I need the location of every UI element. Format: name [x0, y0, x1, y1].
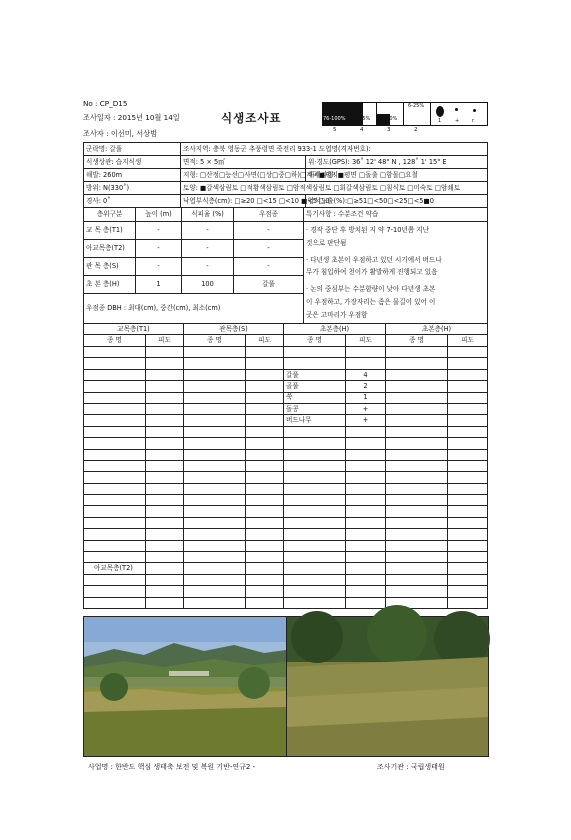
group-header-herb-2: 초본층(H) — [386, 324, 488, 335]
species-row — [84, 563, 488, 574]
note-line: 것으로 판단됨 — [306, 238, 347, 247]
layer-dominant: 갈풀 — [234, 276, 304, 294]
species-cover-cell — [448, 347, 488, 358]
species-name-cell — [284, 552, 346, 563]
species-cover-cell — [346, 449, 386, 460]
layer-table — [83, 207, 488, 324]
species-cover-cell — [448, 392, 488, 403]
species-cover-cell — [448, 529, 488, 540]
species-name-cell — [84, 426, 146, 437]
species-cover-cell — [448, 540, 488, 551]
species-name-cell — [386, 347, 448, 358]
species-cover-cell — [246, 403, 284, 414]
species-cover-cell — [246, 426, 284, 437]
species-name-cell — [386, 381, 448, 392]
species-cover-cell — [346, 586, 386, 597]
species-name-cell — [84, 381, 146, 392]
cover-num-1: 1 — [438, 118, 442, 124]
species-cover-cell — [146, 540, 184, 551]
species-name-cell — [386, 483, 448, 494]
slope: 경사: 0˚ — [84, 195, 181, 208]
species-cover-cell — [346, 540, 386, 551]
species-cover-cell — [246, 495, 284, 506]
species-cover-cell — [346, 552, 386, 563]
species-row — [84, 460, 488, 471]
species-cover-cell — [146, 586, 184, 597]
note-line: · 경작 중단 후 방치된 지 약 7-10년쯤 지난 — [306, 226, 430, 234]
species-cover-cell: + — [346, 415, 386, 426]
soil-type: 토양: ■갈색삼림토 □적황색삼림토 □암적색삼림토 □회갈색삼림토 □침식토 □미숙토 □암쇄토 — [181, 182, 488, 195]
species-name-cell — [184, 529, 246, 540]
layer-cover: - — [182, 222, 234, 240]
species-name-cell — [284, 563, 346, 574]
species-name-cell — [386, 574, 448, 585]
note-line: 이 우점하고, 가장자리는 좀은 물길이 있어 이 — [306, 297, 436, 306]
species-row — [84, 472, 488, 483]
species-cover-cell — [146, 574, 184, 585]
species-name-cell — [284, 483, 346, 494]
species-cover-cell — [448, 574, 488, 585]
species-name-cell — [184, 483, 246, 494]
species-row — [84, 347, 488, 358]
species-cover-cell — [146, 415, 184, 426]
species-name-cell — [84, 586, 146, 597]
species-cover-cell — [246, 552, 284, 563]
cover-label-2: 6-25% — [408, 103, 425, 109]
species-name-cell — [386, 403, 448, 414]
species-name-cell — [284, 529, 346, 540]
species-row — [84, 574, 488, 585]
species-row — [84, 495, 488, 506]
species-cover-cell — [346, 483, 386, 494]
species-name-cell — [184, 552, 246, 563]
species-cover-cell — [448, 472, 488, 483]
species-name-cell — [284, 495, 346, 506]
aspect: 방위: N(330˚) — [84, 182, 181, 195]
cover-box-3 — [376, 102, 404, 126]
species-cover-cell — [246, 586, 284, 597]
layer-dominant: - — [234, 222, 304, 240]
species-row — [84, 438, 488, 449]
layer-height: - — [136, 240, 182, 258]
species-name-cell — [284, 517, 346, 528]
species-name-cell — [84, 495, 146, 506]
species-cover-cell — [346, 460, 386, 471]
species-cover-cell — [448, 438, 488, 449]
species-cover-cell — [146, 358, 184, 369]
species-cover-cell — [246, 517, 284, 528]
terrain: 지형: □산정□능선□사면(□상□중□하)□계곡■평지 — [181, 169, 306, 182]
species-cover-cell — [146, 563, 184, 574]
cover-dot-icon — [473, 109, 476, 112]
species-cover-cell — [146, 426, 184, 437]
cover-num-3: 3 — [387, 127, 391, 133]
surveyor: 조사자 : 이선미, 서상범 — [83, 129, 158, 138]
species-name-cell — [184, 597, 246, 608]
species-table — [83, 323, 488, 609]
species-name-cell — [84, 403, 146, 414]
cover-label-3: 26-50% — [378, 116, 398, 122]
cover-num-plus: + — [455, 118, 460, 124]
layer-height: - — [136, 258, 182, 276]
note-line: · 다년생 초본이 우점하고 있던 시기에서 버드나 — [306, 255, 442, 264]
species-cover-cell — [146, 460, 184, 471]
species-name-cell — [184, 426, 246, 437]
species-name-cell — [284, 449, 346, 460]
cover-box-4 — [349, 102, 377, 126]
species-row — [84, 529, 488, 540]
species-cover-cell — [146, 529, 184, 540]
species-cover-cell — [246, 483, 284, 494]
species-row — [84, 449, 488, 460]
species-name-cell — [184, 392, 246, 403]
species-name-cell — [386, 506, 448, 517]
cover-box-5 — [322, 102, 350, 126]
site-info-table — [83, 142, 488, 208]
species-cover-cell: 2 — [346, 381, 386, 392]
species-cover-cell — [146, 506, 184, 517]
species-cover-cell — [448, 597, 488, 608]
survey-date: 조사일자 : 2015년 10월 14일 — [83, 113, 180, 122]
layer-cover: 100 — [182, 276, 234, 294]
cover-degree-header: 피도 — [146, 335, 184, 347]
species-cover-cell — [246, 563, 284, 574]
height-header: 높이 (m) — [136, 208, 182, 222]
species-name-cell: 갈풀 — [284, 369, 346, 380]
species-cover-cell — [246, 392, 284, 403]
species-name-cell — [386, 449, 448, 460]
species-name-cell — [284, 358, 346, 369]
micro-terrain: 미세지형: ■평면 □돌출 □함몰□요철 — [306, 169, 488, 182]
layer-cover: - — [182, 258, 234, 276]
species-name-cell: 버드나무 — [284, 415, 346, 426]
rock-exposure: 암석노출(%):□≥51□<50□<25□<5■0 — [306, 195, 488, 208]
species-name-cell — [284, 426, 346, 437]
species-name-cell — [184, 438, 246, 449]
species-cover-cell — [346, 438, 386, 449]
cover-num-2: 2 — [414, 127, 418, 133]
layer-dominant: - — [234, 240, 304, 258]
species-name-cell — [284, 574, 346, 585]
species-name-cell — [284, 347, 346, 358]
species-row — [84, 506, 488, 517]
vegetation-phase: 식생상관: 습지식생 — [84, 156, 181, 169]
species-cover-cell — [146, 517, 184, 528]
project-name: 사업명 : 한반도 핵심 생태축 보전 및 복원 기반-연규2 - — [88, 763, 256, 771]
litter-layer: 낙엽부식층(cm): □≥20 □<15 □<10 ■<5 □0 — [181, 195, 306, 208]
species-cover-cell — [146, 472, 184, 483]
species-cover-cell — [246, 369, 284, 380]
species-name-cell — [184, 495, 246, 506]
species-name-cell — [184, 358, 246, 369]
layer-header: 층위구분 — [84, 208, 136, 222]
species-row — [84, 358, 488, 369]
species-name-cell — [184, 415, 246, 426]
dominant-header: 우점종 — [234, 208, 304, 222]
species-name-cell — [184, 563, 246, 574]
species-cover-cell — [146, 438, 184, 449]
cover-degree-header: 피도 — [346, 335, 386, 347]
species-cover-cell — [246, 574, 284, 585]
site-photo-closeup — [286, 616, 489, 757]
cover-header: 식피율 (%) — [182, 208, 234, 222]
layer-name: 초 본 층(H) — [84, 276, 136, 294]
species-name-cell — [386, 529, 448, 540]
species-cover-cell — [346, 472, 386, 483]
species-cover-cell — [346, 563, 386, 574]
species-name-header: 종 명 — [84, 335, 146, 347]
species-name-cell — [284, 460, 346, 471]
species-name-cell — [386, 552, 448, 563]
species-cover-cell — [346, 506, 386, 517]
species-name-cell — [184, 369, 246, 380]
species-cover-cell — [448, 358, 488, 369]
layer-name: 관 목 층(S) — [84, 258, 136, 276]
species-name-cell — [386, 472, 448, 483]
species-cover-cell — [346, 597, 386, 608]
species-name-cell — [84, 540, 146, 551]
species-name-cell — [284, 597, 346, 608]
species-name-cell — [386, 438, 448, 449]
page-title: 식생조사표 — [221, 111, 282, 125]
species-row — [84, 597, 488, 608]
species-row — [84, 483, 488, 494]
species-name-cell — [184, 472, 246, 483]
species-name-cell — [284, 438, 346, 449]
species-row — [84, 426, 488, 437]
species-cover-cell — [448, 460, 488, 471]
landscape-photo-image — [84, 617, 286, 756]
species-name-cell — [84, 358, 146, 369]
species-name-cell — [184, 517, 246, 528]
species-cover-cell — [146, 552, 184, 563]
species-row — [84, 415, 488, 426]
cover-degree-header: 피도 — [448, 335, 488, 347]
species-cover-cell — [246, 358, 284, 369]
cover-num-r: r — [472, 118, 475, 124]
species-cover-cell — [448, 495, 488, 506]
species-name-cell — [386, 460, 448, 471]
layer-height: - — [136, 222, 182, 240]
species-cover-cell: + — [346, 403, 386, 414]
species-cover-cell — [448, 563, 488, 574]
species-name-cell — [84, 460, 146, 471]
species-name-cell — [284, 472, 346, 483]
species-cover-cell — [246, 347, 284, 358]
gps-coordinates: 위·경도(GPS): 36˚ 12' 48" N , 128˚ 1' 15" E — [306, 156, 488, 169]
species-cover-cell — [448, 552, 488, 563]
species-cover-cell — [448, 506, 488, 517]
altitude: 해발: 260m — [84, 169, 181, 182]
species-name-cell — [84, 347, 146, 358]
species-name-cell: 골풀 — [284, 381, 346, 392]
species-cover-cell — [246, 415, 284, 426]
site-photo-landscape — [83, 616, 287, 757]
group-header-tree: 교목층(T1) — [84, 324, 184, 335]
species-name-cell — [84, 506, 146, 517]
species-name-cell — [386, 392, 448, 403]
species-cover-cell: 4 — [346, 369, 386, 380]
plot-area: 면적: 5 × 5㎡ — [181, 156, 306, 169]
species-name-cell: 돌콩 — [284, 403, 346, 414]
layer-cover: - — [182, 240, 234, 258]
species-cover-cell — [346, 517, 386, 528]
cover-num-5: 5 — [333, 127, 337, 133]
species-name-header: 종 명 — [184, 335, 246, 347]
species-name-cell — [386, 369, 448, 380]
species-cover-cell — [448, 415, 488, 426]
cover-label-5: 76-100% — [323, 116, 346, 122]
species-cover-cell — [448, 517, 488, 528]
species-name-cell — [84, 472, 146, 483]
species-name-cell — [184, 460, 246, 471]
species-cover-cell — [246, 438, 284, 449]
group-header-shrub: 관목층(S) — [184, 324, 284, 335]
species-name-cell — [386, 563, 448, 574]
species-name-cell — [184, 403, 246, 414]
species-row — [84, 517, 488, 528]
species-cover-cell — [246, 381, 284, 392]
species-name-cell — [84, 369, 146, 380]
species-cover-cell — [246, 540, 284, 551]
note-line: 곳은 고마리가 우점함 — [306, 310, 368, 319]
cover-degree-header: 피도 — [246, 335, 284, 347]
species-cover-cell — [346, 495, 386, 506]
species-row — [84, 403, 488, 414]
species-name-cell — [284, 506, 346, 517]
species-name-cell — [184, 574, 246, 585]
species-cover-cell — [146, 495, 184, 506]
cover-dots-icon — [455, 108, 458, 111]
species-cover-cell — [246, 460, 284, 471]
community-name: 군락명: 갈풀 — [84, 143, 181, 156]
species-cover-cell — [146, 597, 184, 608]
species-cover-cell — [146, 449, 184, 460]
survey-location: 조사지역: 충북 영동군 추풍령면 죽전리 933-1 도엽명(격자번호): — [181, 143, 488, 156]
species-name-cell — [386, 540, 448, 551]
species-cover-cell — [346, 529, 386, 540]
species-name-cell — [184, 506, 246, 517]
survey-number: No : CP_D15 — [83, 99, 128, 108]
layer-name: 아교목층(T2) — [84, 240, 136, 258]
species-cover-cell — [448, 483, 488, 494]
species-cover-cell — [246, 449, 284, 460]
species-name-cell — [284, 540, 346, 551]
species-cover-cell — [146, 369, 184, 380]
species-cover-cell — [146, 347, 184, 358]
species-cover-cell — [146, 483, 184, 494]
species-cover-cell — [448, 426, 488, 437]
cover-num-4: 4 — [360, 127, 364, 133]
note-line: · 논의 중심부는 수분함량이 낮아 다년생 초본 — [306, 285, 436, 294]
species-cover-cell — [146, 392, 184, 403]
species-cover-cell — [146, 381, 184, 392]
species-name-cell — [84, 415, 146, 426]
group-header-herb: 초본층(H) — [284, 324, 386, 335]
survey-agency: 조사기관 : 국립생태원 — [377, 763, 445, 771]
species-row — [84, 392, 488, 403]
species-cover-cell — [448, 403, 488, 414]
species-cover-cell — [246, 597, 284, 608]
species-row — [84, 540, 488, 551]
species-cover-cell: 1 — [346, 392, 386, 403]
species-name-cell — [284, 586, 346, 597]
species-row — [84, 369, 488, 380]
species-cover-cell — [246, 472, 284, 483]
species-name-cell — [84, 449, 146, 460]
species-name-cell — [84, 574, 146, 585]
species-name-cell — [84, 529, 146, 540]
dbh-row: 우점종 DBH : 최대(cm), 중간(cm), 최소(cm) — [84, 294, 304, 324]
layer-dominant: - — [234, 258, 304, 276]
species-name-cell — [386, 358, 448, 369]
species-name-cell — [184, 586, 246, 597]
closeup-photo-image — [287, 617, 488, 756]
special-notes-header: 특기사항 : 수분조건 약습 — [304, 208, 488, 222]
species-name-cell — [184, 381, 246, 392]
note-line: 무가 침입하여 천이가 활발하게 진행되고 있음 — [306, 268, 438, 277]
special-notes — [304, 222, 488, 324]
species-name-cell — [84, 392, 146, 403]
species-cover-cell — [448, 586, 488, 597]
species-cover-cell — [448, 449, 488, 460]
species-name-cell — [386, 517, 448, 528]
species-name-cell — [386, 426, 448, 437]
species-name-cell — [184, 449, 246, 460]
subcanopy-label: 아교목층(T2) — [84, 563, 146, 574]
species-cover-cell — [246, 506, 284, 517]
species-name-cell — [184, 347, 246, 358]
species-cover-cell — [346, 347, 386, 358]
species-row — [84, 381, 488, 392]
cover-legend — [322, 102, 492, 136]
species-name-cell — [84, 483, 146, 494]
species-row — [84, 552, 488, 563]
cover-circle-icon — [436, 106, 444, 117]
species-name-cell — [386, 495, 448, 506]
species-cover-cell — [346, 358, 386, 369]
species-name-cell — [184, 540, 246, 551]
cover-label-4: 51-75% — [351, 116, 371, 122]
species-row — [84, 586, 488, 597]
species-cover-cell — [346, 426, 386, 437]
species-cover-cell — [146, 403, 184, 414]
species-name-header: 종 명 — [386, 335, 448, 347]
species-cover-cell — [246, 529, 284, 540]
layer-name: 교 목 층(T1) — [84, 222, 136, 240]
species-name-cell — [386, 586, 448, 597]
species-name-cell — [84, 438, 146, 449]
species-cover-cell — [448, 369, 488, 380]
layer-height: 1 — [136, 276, 182, 294]
species-name-cell: 쑥 — [284, 392, 346, 403]
species-name-header: 종 명 — [284, 335, 346, 347]
species-name-cell — [84, 597, 146, 608]
species-cover-cell — [346, 574, 386, 585]
species-name-cell — [386, 415, 448, 426]
species-cover-cell — [448, 381, 488, 392]
species-name-cell — [84, 517, 146, 528]
species-name-cell — [84, 552, 146, 563]
